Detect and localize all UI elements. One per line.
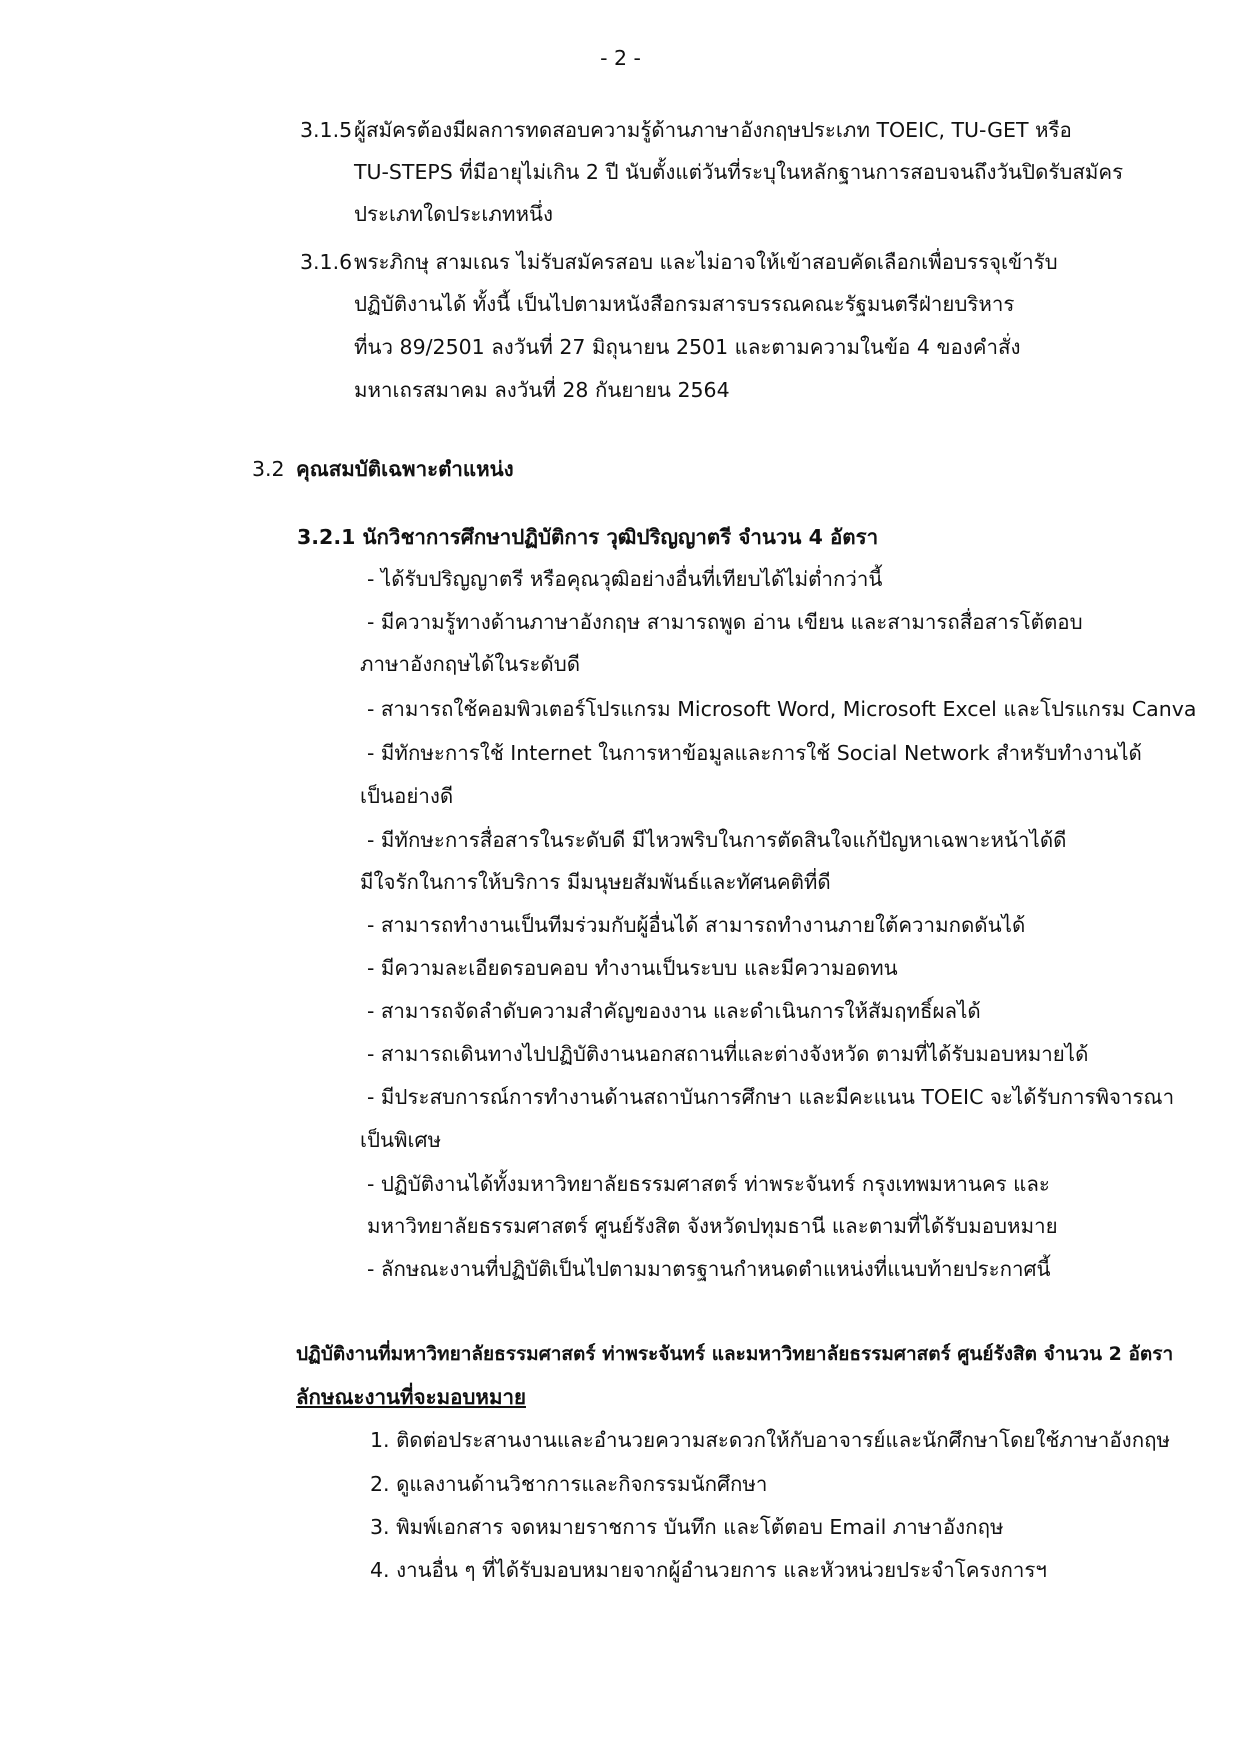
qualification-line: มีใจรักในการให้บริการ มีมนุษยสัมพันธ์และทัศนคติที่ดี [360,870,831,894]
item-3-1-6-text: พระภิกษุ สามเณร ไม่รับสมัครสอบ และไม่อาจให้เข้าสอบคัดเลือกเพื่อบรรจุเข้ารับ [354,250,1058,274]
qualification-line: เป็นพิเศษ [360,1128,442,1152]
section-3-2-number: 3.2 [252,457,285,481]
item-3-1-6-line-1 [300,248,1058,276]
page-number: - 2 - [600,46,641,70]
duty-item: 4. งานอื่น ๆ ที่ได้รับมอบหมายจากผู้อำนวยการ และหัวหน่วยประจำโครงการฯ [370,1558,1047,1582]
qualification-line: - สามารถจัดลำดับความสำคัญของงาน และดำเนินการให้สัมฤทธิ์ผลได้ [367,999,981,1023]
qualification-line: - สามารถทำงานเป็นทีมร่วมกับผู้อื่นได้ สามารถทำงานภายใต้ความกดดันได้ [367,913,1026,937]
section-3-2-1-title: 3.2.1 นักวิชาการศึกษาปฏิบัติการ วุฒิปริญญาตรี จำนวน 4 อัตรา [297,525,879,549]
item-3-1-5-text: ผู้สมัครต้องมีผลการทดสอบความรู้ด้านภาษาอังกฤษประเภท TOEIC, TU-GET หรือ [354,118,1072,142]
item-3-1-5-line-2: TU-STEPS ที่มีอายุไม่เกิน 2 ปี นับตั้งแต่วันที่ระบุในหลักฐานการสอบจนถึงวันปิดรับสมัคร [354,160,1124,184]
section-3-2-heading [252,455,514,483]
qualification-line: - มีความรู้ทางด้านภาษาอังกฤษ สามารถพูด อ่าน เขียน และสามารถสื่อสารโต้ตอบ [367,610,1083,634]
duty-item: 2. ดูแลงานด้านวิชาการและกิจกรรมนักศึกษา [370,1472,768,1496]
item-3-1-6-number: 3.1.6 [300,250,353,274]
item-3-1-5-line-3: ประเภทใดประเภทหนึ่ง [354,202,553,226]
duty-item: 1. ติดต่อประสานงานและอำนวยความสะดวกให้กับอาจารย์และนักศึกษาโดยใช้ภาษาอังกฤษ [370,1428,1171,1452]
qualification-line: - มีประสบการณ์การทำงานด้านสถาบันการศึกษา และมีคะแนน TOEIC จะได้รับการพิจารณา [367,1085,1175,1109]
qualification-line: เป็นอย่างดี [360,784,454,808]
item-3-1-6-line-4: มหาเถรสมาคม ลงวันที่ 28 กันยายน 2564 [354,378,730,402]
item-3-1-5-line-1 [300,116,1072,144]
item-3-1-6-line-3: ที่นว 89/2501 ลงวันที่ 27 มิถุนายน 2501 และตามความในข้อ 4 ของคำสั่ง [354,335,1021,359]
qualification-line: - มีความละเอียดรอบคอบ ทำงานเป็นระบบ และมีความอดทน [367,956,898,980]
workplace-heading: ปฏิบัติงานที่มหาวิทยาลัยธรรมศาสตร์ ท่าพระจันทร์ และมหาวิทยาลัยธรรมศาสตร์ ศูนย์รังสิต จำนวน 2 อัตรา [296,1343,1174,1365]
item-3-1-6-line-2: ปฏิบัติงานได้ ทั้งนี้ เป็นไปตามหนังสือกรมสารบรรณคณะรัฐมนตรีฝ่ายบริหาร [354,292,1015,316]
section-3-2-title: คุณสมบัติเฉพาะตำแหน่ง [296,457,514,481]
qualification-line: ภาษาอังกฤษได้ในระดับดี [360,652,581,676]
qualification-line: มหาวิทยาลัยธรรมศาสตร์ ศูนย์รังสิต จังหวัดปทุมธานี และตามที่ได้รับมอบหมาย [367,1214,1058,1238]
item-3-1-5-number: 3.1.5 [300,118,353,142]
qualification-line: - ลักษณะงานที่ปฏิบัติเป็นไปตามมาตรฐานกำหนดตำแหน่งที่แนบท้ายประกาศนี้ [367,1257,1051,1281]
duties-subheading: ลักษณะงานที่จะมอบหมาย [296,1385,526,1409]
qualification-line: - ได้รับปริญญาตรี หรือคุณวุฒิอย่างอื่นที่เทียบได้ไม่ต่ำกว่านี้ [367,567,883,591]
duty-item: 3. พิมพ์เอกสาร จดหมายราชการ บันทึก และโต้ตอบ Email ภาษาอังกฤษ [370,1515,1004,1539]
qualification-line: - มีทักษะการใช้ Internet ในการหาข้อมูลและการใช้ Social Network สำหรับทำงานได้ [367,741,1142,765]
qualification-line: - สามารถใช้คอมพิวเตอร์โปรแกรม Microsoft Word, Microsoft Excel และโปรแกรม Canva [367,697,1197,721]
qualification-line: - มีทักษะการสื่อสารในระดับดี มีไหวพริบในการตัดสินใจแก้ปัญหาเฉพาะหน้าได้ดี [367,828,1067,852]
qualification-line: - ปฏิบัติงานได้ทั้งมหาวิทยาลัยธรรมศาสตร์ ท่าพระจันทร์ กรุงเทพมหานคร และ [367,1172,1050,1196]
qualification-line: - สามารถเดินทางไปปฏิบัติงานนอกสถานที่และต่างจังหวัด ตามที่ได้รับมอบหมายได้ [367,1042,1089,1066]
